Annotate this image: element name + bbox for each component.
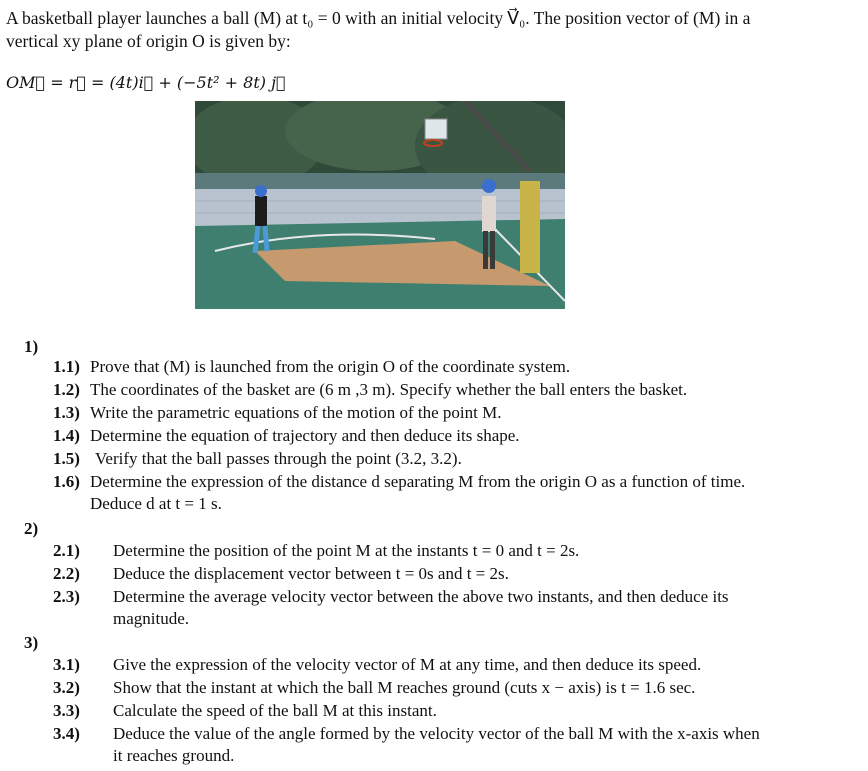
basketball-court-photo [195, 101, 565, 309]
q-2-2-text: Deduce the displacement vector between t = 0s and t = 2s. [113, 564, 509, 583]
q-3-2-text: Show that the instant at which the ball M reaches ground (cuts x − axis) is t = 1.6 sec. [113, 678, 696, 697]
q-1-6-number: 1.6) [53, 472, 80, 491]
q-1-6-text: Determine the expression of the distance d separating M from the origin O as a function of time. [90, 472, 746, 491]
q-1-5-text: Verify that the ball passes through the point (3.2, 3.2). [95, 449, 462, 468]
q-1-4-number: 1.4) [53, 426, 80, 445]
q-3-1-text: Give the expression of the velocity vector of M at any time, and then deduce its speed. [113, 655, 702, 674]
q-3-4-text-line-2: it reaches ground. [113, 746, 235, 765]
q-2-1-number: 2.1) [53, 541, 80, 560]
q-1-2-number: 1.2) [53, 380, 80, 399]
q-3-4-text: Deduce the value of the angle formed by the velocity vector of the ball M with the x-axis when [113, 724, 760, 743]
section-1-label: 1) [24, 337, 39, 356]
q-3-3-number: 3.3) [53, 701, 80, 720]
q-1-5-number: 1.5) [53, 449, 80, 468]
q-3-2-number: 3.2) [53, 678, 80, 697]
q-2-3-number: 2.3) [53, 587, 80, 606]
q-1-6-text-line-2: Deduce d at t = 1 s. [90, 494, 222, 513]
q-2-3-text-line-2: magnitude. [113, 609, 190, 628]
q-2-3-text: Determine the average velocity vector between the above two instants, and then deduce its [113, 587, 729, 606]
q-1-4-text: Determine the equation of trajectory and then deduce its shape. [90, 426, 520, 445]
q-1-1-text: Prove that (M) is launched from the origin O of the coordinate system. [90, 357, 571, 376]
q-3-3-text: Calculate the speed of the ball M at this instant. [113, 701, 437, 720]
section-2-label: 2) [24, 519, 39, 538]
q-2-2-number: 2.2) [53, 564, 80, 583]
basket-pole [520, 181, 540, 273]
backboard [425, 119, 447, 139]
q-1-3-number: 1.3) [53, 403, 80, 422]
q-3-1-number: 3.1) [53, 655, 80, 674]
q-1-3-text: Write the parametric equations of the motion of the point M. [90, 403, 502, 422]
intro-line-2: vertical xy plane of origin O is given by: [6, 31, 291, 51]
q-2-1-text: Determine the position of the point M at the instants t = 0 and t = 2s. [113, 541, 580, 560]
intro-line-1: A basketball player launches a ball (M) at t₀ = 0 with an initial velocity V⃗₀. The position vector of (M) in a [6, 8, 751, 28]
q-1-1-number: 1.1) [53, 357, 80, 376]
position-vector-formula: OM⃗ = r⃗ = (4t)i⃗ + (−5t² + 8t) j⃗ [6, 73, 286, 92]
q-3-4-number: 3.4) [53, 724, 80, 743]
q-1-2-text: The coordinates of the basket are (6 m ,3 m). Specify whether the ball enters the basket. [90, 380, 688, 399]
section-3-label: 3) [24, 633, 39, 652]
